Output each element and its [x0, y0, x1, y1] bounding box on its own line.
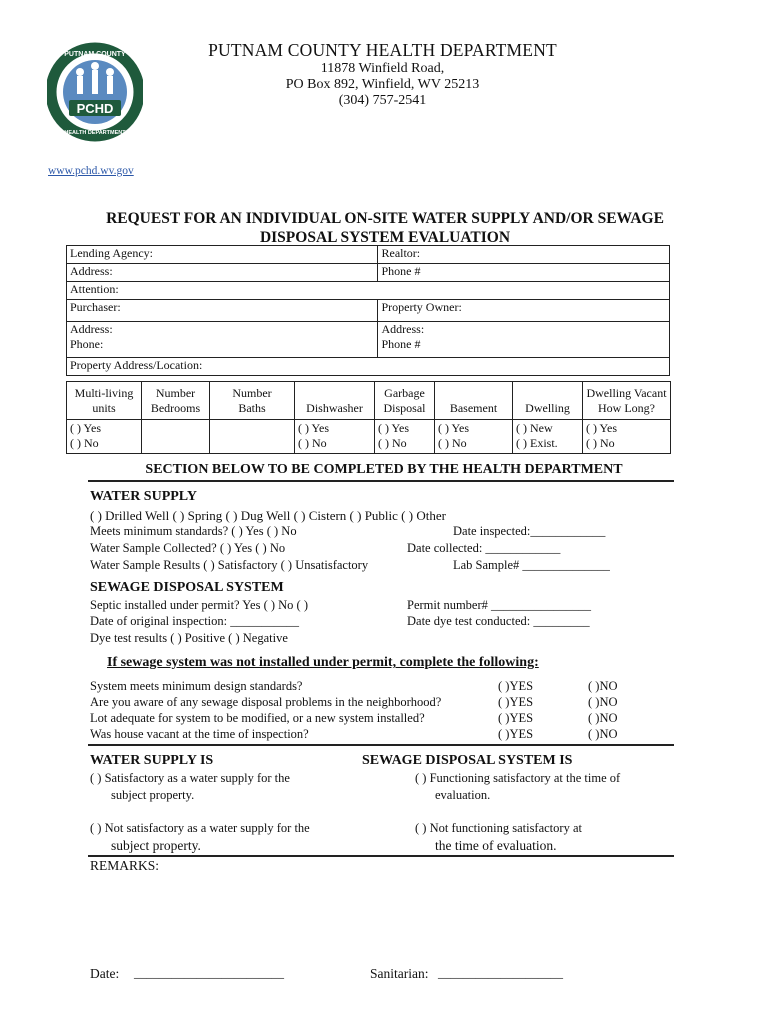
- feature-option[interactable]: ( ) No: [298, 436, 327, 450]
- question-row: [90, 695, 680, 711]
- feature-header-4: [375, 382, 435, 420]
- dye-test-results[interactable]: Dye test results ( ) Positive ( ) Negative: [90, 631, 288, 645]
- original-inspection-date[interactable]: Date of original inspection: ___________: [90, 614, 299, 628]
- sewage-heading: SEWAGE DISPOSAL SYSTEM: [90, 580, 284, 595]
- feature-header-line: How Long?: [598, 401, 655, 415]
- question-row: [90, 711, 680, 727]
- feature-option[interactable]: ( ) New: [516, 421, 553, 435]
- sample-collected[interactable]: Water Sample Collected? ( ) Yes ( ) No: [90, 541, 286, 555]
- purchaser-address-label: Address:: [70, 322, 113, 336]
- sewage-functioning-option-cont: evaluation.: [435, 788, 491, 802]
- owner-address-label: Address:: [381, 322, 425, 336]
- feature-header-line: Dwelling Vacant: [586, 386, 667, 400]
- owner-contact-cell[interactable]: [378, 322, 670, 358]
- question-yes-option[interactable]: ( )YES: [498, 711, 534, 725]
- question-text: System meets minimum design standards?: [90, 679, 303, 693]
- pchd-logo: [47, 42, 143, 154]
- date-label: Date:: [90, 966, 120, 981]
- feature-option-cell-1[interactable]: [142, 420, 210, 454]
- remarks-label[interactable]: REMARKS:: [90, 858, 160, 873]
- date-signature-line[interactable]: ________________________: [134, 966, 284, 980]
- water-satisfactory-option-cont: subject property.: [111, 788, 195, 802]
- question-text: Are you aware of any sewage disposal problems in the neighborhood?: [90, 695, 442, 709]
- feature-option-cell-4[interactable]: [375, 420, 435, 454]
- purchaser-phone-label: Phone:: [70, 337, 104, 351]
- feature-option[interactable]: ( ) No: [378, 436, 407, 450]
- date-inspected[interactable]: Date inspected:____________: [453, 524, 606, 538]
- date-collected[interactable]: Date collected: ____________: [407, 541, 561, 555]
- health-section-heading: SECTION BELOW TO BE COMPLETED BY THE HEALTH DEPARTMENT: [145, 462, 623, 477]
- feature-header-line: [438, 386, 509, 401]
- feature-header-1: [142, 382, 210, 420]
- feature-option[interactable]: ( ) Yes: [438, 421, 470, 435]
- feature-header-line: Bedrooms: [150, 401, 201, 415]
- feature-option[interactable]: ( ) Yes: [586, 421, 618, 435]
- feature-header-line: Baths: [238, 401, 266, 415]
- feature-option-cell-2[interactable]: [210, 420, 295, 454]
- feature-header-2: [210, 382, 295, 420]
- water-supply-heading: WATER SUPPLY: [90, 489, 197, 504]
- form-title: [75, 209, 695, 247]
- feature-header-line: units: [92, 401, 116, 415]
- question-no-option[interactable]: ( )NO: [588, 711, 618, 725]
- address-line2: PO Box 892, Winfield, WV 25213: [285, 77, 480, 92]
- purchaser-contact-cell[interactable]: [67, 322, 378, 358]
- feature-header-3: [295, 382, 375, 420]
- feature-header-line: Dwelling: [525, 401, 570, 415]
- feature-option-cell-6[interactable]: [513, 420, 583, 454]
- divider: [88, 744, 674, 746]
- feature-option-cell-5[interactable]: [435, 420, 513, 454]
- lab-sample-number[interactable]: Lab Sample# ______________: [453, 558, 610, 572]
- feature-header-line: Disposal: [383, 401, 426, 415]
- question-text: Was house vacant at the time of inspection?: [90, 727, 309, 741]
- logo-ring-text: PUTNAM COUNTY: [64, 51, 126, 58]
- form-title-line1: REQUEST FOR AN INDIVIDUAL ON-SITE WATER SUPPLY AND/OR SEWAGE: [106, 210, 664, 227]
- feature-header-line: Number: [155, 386, 196, 400]
- feature-header-0: [67, 382, 142, 420]
- feature-option[interactable]: ( ) Yes: [378, 421, 410, 435]
- website-link[interactable]: www.pchd.wv.gov: [48, 165, 134, 177]
- realtor-phone-field[interactable]: Phone #: [378, 264, 670, 282]
- lending-agency-field[interactable]: Lending Agency:: [67, 246, 378, 264]
- feature-option-cell-0[interactable]: [67, 420, 142, 454]
- feature-header-5: [435, 382, 513, 420]
- divider: [88, 480, 674, 482]
- attention-field[interactable]: Attention:: [67, 282, 670, 300]
- divider: [88, 855, 674, 857]
- purchaser-field[interactable]: Purchaser:: [67, 300, 378, 322]
- feature-option[interactable]: ( ) No: [70, 436, 99, 450]
- property-location-field[interactable]: Property Address/Location:: [67, 358, 670, 376]
- sanitarian-signature-line[interactable]: ____________________: [438, 966, 563, 980]
- water-supply-is-heading: WATER SUPPLY IS: [90, 753, 214, 768]
- meets-standards[interactable]: Meets minimum standards? ( ) Yes ( ) No: [90, 524, 297, 538]
- permit-number[interactable]: Permit number# ________________: [407, 598, 592, 612]
- feature-option[interactable]: ( ) No: [438, 436, 467, 450]
- feature-header-line: [516, 386, 579, 401]
- feature-option[interactable]: ( ) Yes: [70, 421, 102, 435]
- logo-center-text: PCHD: [76, 101, 114, 116]
- sample-results[interactable]: Water Sample Results ( ) Satisfactory ( ) Unsatisfactory: [90, 558, 369, 572]
- feature-header-line: Garbage: [384, 386, 425, 400]
- feature-option[interactable]: ( ) Yes: [298, 421, 330, 435]
- question-yes-option[interactable]: ( )YES: [498, 695, 534, 709]
- question-text: Lot adequate for system to be modified, or a new system installed?: [90, 711, 425, 725]
- question-no-option[interactable]: ( )NO: [588, 727, 618, 741]
- sewage-not-functioning-option[interactable]: ( ) Not functioning satisfactory at: [415, 821, 582, 835]
- realtor-field[interactable]: Realtor:: [378, 246, 670, 264]
- feature-header-line: Dishwasher: [306, 401, 363, 415]
- feature-option-cell-3[interactable]: [295, 420, 375, 454]
- feature-header-line: Basement: [449, 401, 498, 415]
- dye-test-date[interactable]: Date dye test conducted: _________: [407, 614, 590, 628]
- property-features-table: [66, 381, 671, 454]
- request-info-table: [66, 245, 670, 376]
- feature-header-7: [583, 382, 671, 420]
- logo-bottom-text: HEALTH DEPARTMENT: [64, 130, 126, 136]
- sewage-not-functioning-option-cont: the time of evaluation.: [435, 838, 557, 853]
- feature-option-cell-7[interactable]: [583, 420, 671, 454]
- water-not-satisfactory-option[interactable]: ( ) Not satisfactory as a water supply for the: [90, 821, 310, 835]
- septic-permit[interactable]: Septic installed under permit? Yes ( ) No ( ): [90, 598, 309, 612]
- feature-header-line: Number: [232, 386, 272, 400]
- not-permit-heading: If sewage system was not installed under permit, complete the following:: [107, 655, 539, 670]
- feature-option[interactable]: ( ) No: [586, 436, 615, 450]
- sanitarian-label: Sanitarian:: [370, 966, 429, 981]
- feature-header-line: [298, 386, 371, 401]
- question-row: [90, 727, 680, 743]
- owner-phone-label: Phone #: [381, 337, 421, 351]
- question-yes-option[interactable]: ( )YES: [498, 727, 534, 741]
- question-yes-option[interactable]: ( )YES: [498, 679, 534, 693]
- water-satisfactory-option[interactable]: ( ) Satisfactory as a water supply for the: [90, 771, 290, 785]
- questions-list: [90, 679, 680, 743]
- water-source-options[interactable]: ( ) Drilled Well ( ) Spring ( ) Dug Well ( ) Cistern ( ) Public ( ) Other: [90, 508, 446, 523]
- property-owner-field[interactable]: Property Owner:: [378, 300, 670, 322]
- sewage-functioning-option[interactable]: ( ) Functioning satisfactory at the time of: [415, 771, 621, 785]
- address-line1: 11878 Winfield Road,: [320, 61, 445, 76]
- org-name: PUTNAM COUNTY HEALTH DEPARTMENT: [208, 40, 557, 60]
- question-no-option[interactable]: ( )NO: [588, 679, 618, 693]
- feature-header-6: [513, 382, 583, 420]
- water-not-satisfactory-option-cont: subject property.: [111, 838, 201, 853]
- sewage-is-heading: SEWAGE DISPOSAL SYSTEM IS: [362, 753, 573, 768]
- agency-address-field[interactable]: Address:: [67, 264, 378, 282]
- form-title-line2: DISPOSAL SYSTEM EVALUATION: [259, 229, 511, 246]
- feature-header-line: Multi-living: [74, 386, 134, 400]
- org-phone: (304) 757-2541: [338, 93, 427, 108]
- feature-option[interactable]: ( ) Exist.: [516, 436, 558, 450]
- question-no-option[interactable]: ( )NO: [588, 695, 618, 709]
- question-row: [90, 679, 680, 695]
